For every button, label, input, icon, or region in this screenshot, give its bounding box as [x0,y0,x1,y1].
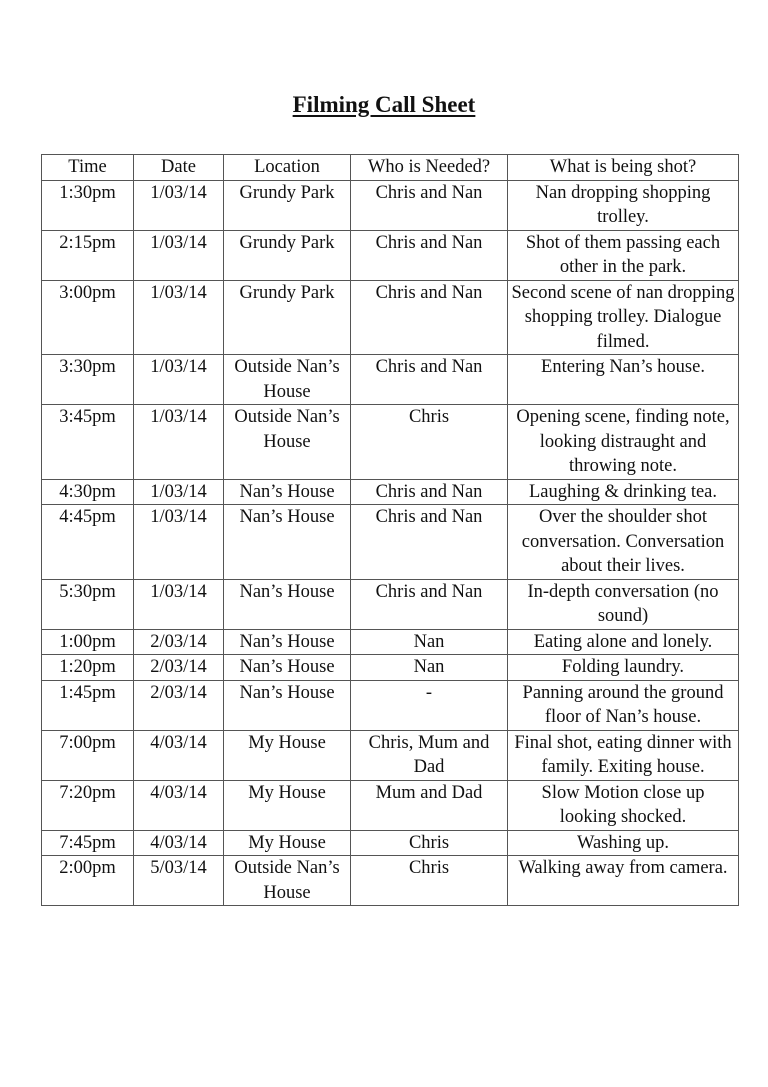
cell-location: Nan’s House [224,655,351,681]
cell-time: 2:00pm [42,856,134,906]
cell-what: Slow Motion close up looking shocked. [508,780,739,830]
cell-what: Folding laundry. [508,655,739,681]
cell-time: 1:00pm [42,629,134,655]
cell-time: 1:45pm [42,680,134,730]
cell-time: 7:20pm [42,780,134,830]
cell-who: Chris [351,856,508,906]
column-header-who: Who is Needed? [351,155,508,181]
cell-what: Second scene of nan dropping shopping trolley. Dialogue filmed. [508,280,739,355]
cell-location: Outside Nan’s House [224,405,351,480]
cell-location: Outside Nan’s House [224,856,351,906]
cell-date: 4/03/14 [134,730,224,780]
cell-date: 1/03/14 [134,405,224,480]
cell-what: Shot of them passing each other in the park. [508,230,739,280]
cell-what: Eating alone and lonely. [508,629,739,655]
table-row [42,479,739,505]
table-row [42,780,739,830]
cell-time: 5:30pm [42,579,134,629]
cell-who: Chris and Nan [351,355,508,405]
table-row [42,405,739,480]
cell-date: 2/03/14 [134,680,224,730]
table-row [42,180,739,230]
cell-time: 7:00pm [42,730,134,780]
cell-location: Nan’s House [224,680,351,730]
cell-date: 1/03/14 [134,355,224,405]
cell-date: 1/03/14 [134,180,224,230]
cell-date: 1/03/14 [134,230,224,280]
cell-location: Nan’s House [224,505,351,580]
cell-what: Final shot, eating dinner with family. Exiting house. [508,730,739,780]
cell-location: Grundy Park [224,230,351,280]
cell-date: 2/03/14 [134,655,224,681]
table-row [42,629,739,655]
table-row [42,730,739,780]
cell-time: 3:45pm [42,405,134,480]
cell-date: 1/03/14 [134,505,224,580]
cell-time: 7:45pm [42,830,134,856]
cell-what: Panning around the ground floor of Nan’s house. [508,680,739,730]
column-header-time: Time [42,155,134,181]
column-header-location: Location [224,155,351,181]
table-row [42,830,739,856]
cell-who: Chris and Nan [351,579,508,629]
cell-who: Mum and Dad [351,780,508,830]
cell-who: - [351,680,508,730]
table-row [42,579,739,629]
cell-what: Over the shoulder shot conversation. Conversation about their lives. [508,505,739,580]
cell-what: Laughing & drinking tea. [508,479,739,505]
page-title: Filming Call Sheet [292,92,476,117]
column-header-date: Date [134,155,224,181]
cell-location: My House [224,730,351,780]
column-header-what: What is being shot? [508,155,739,181]
cell-who: Chris, Mum and Dad [351,730,508,780]
cell-who: Chris and Nan [351,180,508,230]
cell-what: In-depth conversation (no sound) [508,579,739,629]
cell-time: 3:00pm [42,280,134,355]
cell-what: Washing up. [508,830,739,856]
cell-date: 1/03/14 [134,280,224,355]
cell-date: 4/03/14 [134,780,224,830]
cell-date: 1/03/14 [134,479,224,505]
cell-time: 4:45pm [42,505,134,580]
table-row [42,505,739,580]
cell-who: Nan [351,629,508,655]
call-sheet-table [41,154,739,906]
cell-what: Walking away from camera. [508,856,739,906]
cell-time: 4:30pm [42,479,134,505]
cell-what: Opening scene, finding note, looking distraught and throwing note. [508,405,739,480]
cell-time: 1:30pm [42,180,134,230]
cell-who: Nan [351,655,508,681]
cell-location: Nan’s House [224,579,351,629]
cell-time: 2:15pm [42,230,134,280]
cell-date: 1/03/14 [134,579,224,629]
cell-time: 1:20pm [42,655,134,681]
cell-location: My House [224,780,351,830]
cell-date: 2/03/14 [134,629,224,655]
cell-who: Chris and Nan [351,505,508,580]
cell-what: Nan dropping shopping trolley. [508,180,739,230]
cell-what: Entering Nan’s house. [508,355,739,405]
cell-location: Nan’s House [224,629,351,655]
cell-who: Chris and Nan [351,479,508,505]
cell-location: Grundy Park [224,180,351,230]
table-row [42,856,739,906]
cell-who: Chris and Nan [351,280,508,355]
cell-location: Outside Nan’s House [224,355,351,405]
table-row [42,230,739,280]
cell-location: Grundy Park [224,280,351,355]
table-row [42,280,739,355]
cell-time: 3:30pm [42,355,134,405]
cell-who: Chris [351,830,508,856]
table-row [42,655,739,681]
cell-location: Nan’s House [224,479,351,505]
table-row [42,680,739,730]
cell-date: 5/03/14 [134,856,224,906]
cell-who: Chris and Nan [351,230,508,280]
cell-location: My House [224,830,351,856]
cell-who: Chris [351,405,508,480]
table-row [42,355,739,405]
header-row [42,155,739,181]
cell-date: 4/03/14 [134,830,224,856]
